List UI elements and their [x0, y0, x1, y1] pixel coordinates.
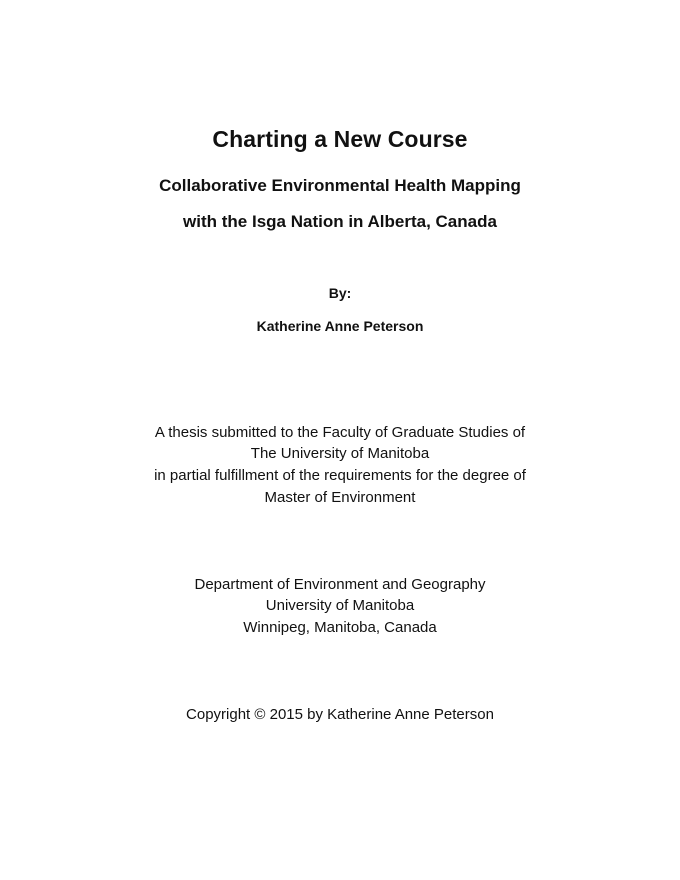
subtitle-line-1: Collaborative Environmental Health Mapping	[159, 176, 521, 195]
subtitle-line-2: with the Isga Nation in Alberta, Canada	[183, 212, 497, 231]
thesis-statement-line-3: in partial fulfillment of the requirements for the degree of	[154, 467, 526, 484]
department-line-2: University of Manitoba	[265, 597, 415, 614]
byline-label: By:	[328, 285, 352, 301]
copyright-notice: Copyright © 2015 by Katherine Anne Peterson	[186, 706, 494, 723]
thesis-statement-line-1: A thesis submitted to the Faculty of Graduate Studies of	[154, 424, 526, 441]
author-name: Katherine Anne Peterson	[256, 318, 424, 334]
page-title: Charting a New Course	[212, 126, 468, 152]
thesis-statement-line-4: Master of Environment	[264, 489, 416, 506]
thesis-statement-line-2: The University of Manitoba	[250, 445, 430, 462]
department-line-3: Winnipeg, Manitoba, Canada	[243, 619, 437, 636]
department-line-1: Department of Environment and Geography	[194, 576, 486, 593]
